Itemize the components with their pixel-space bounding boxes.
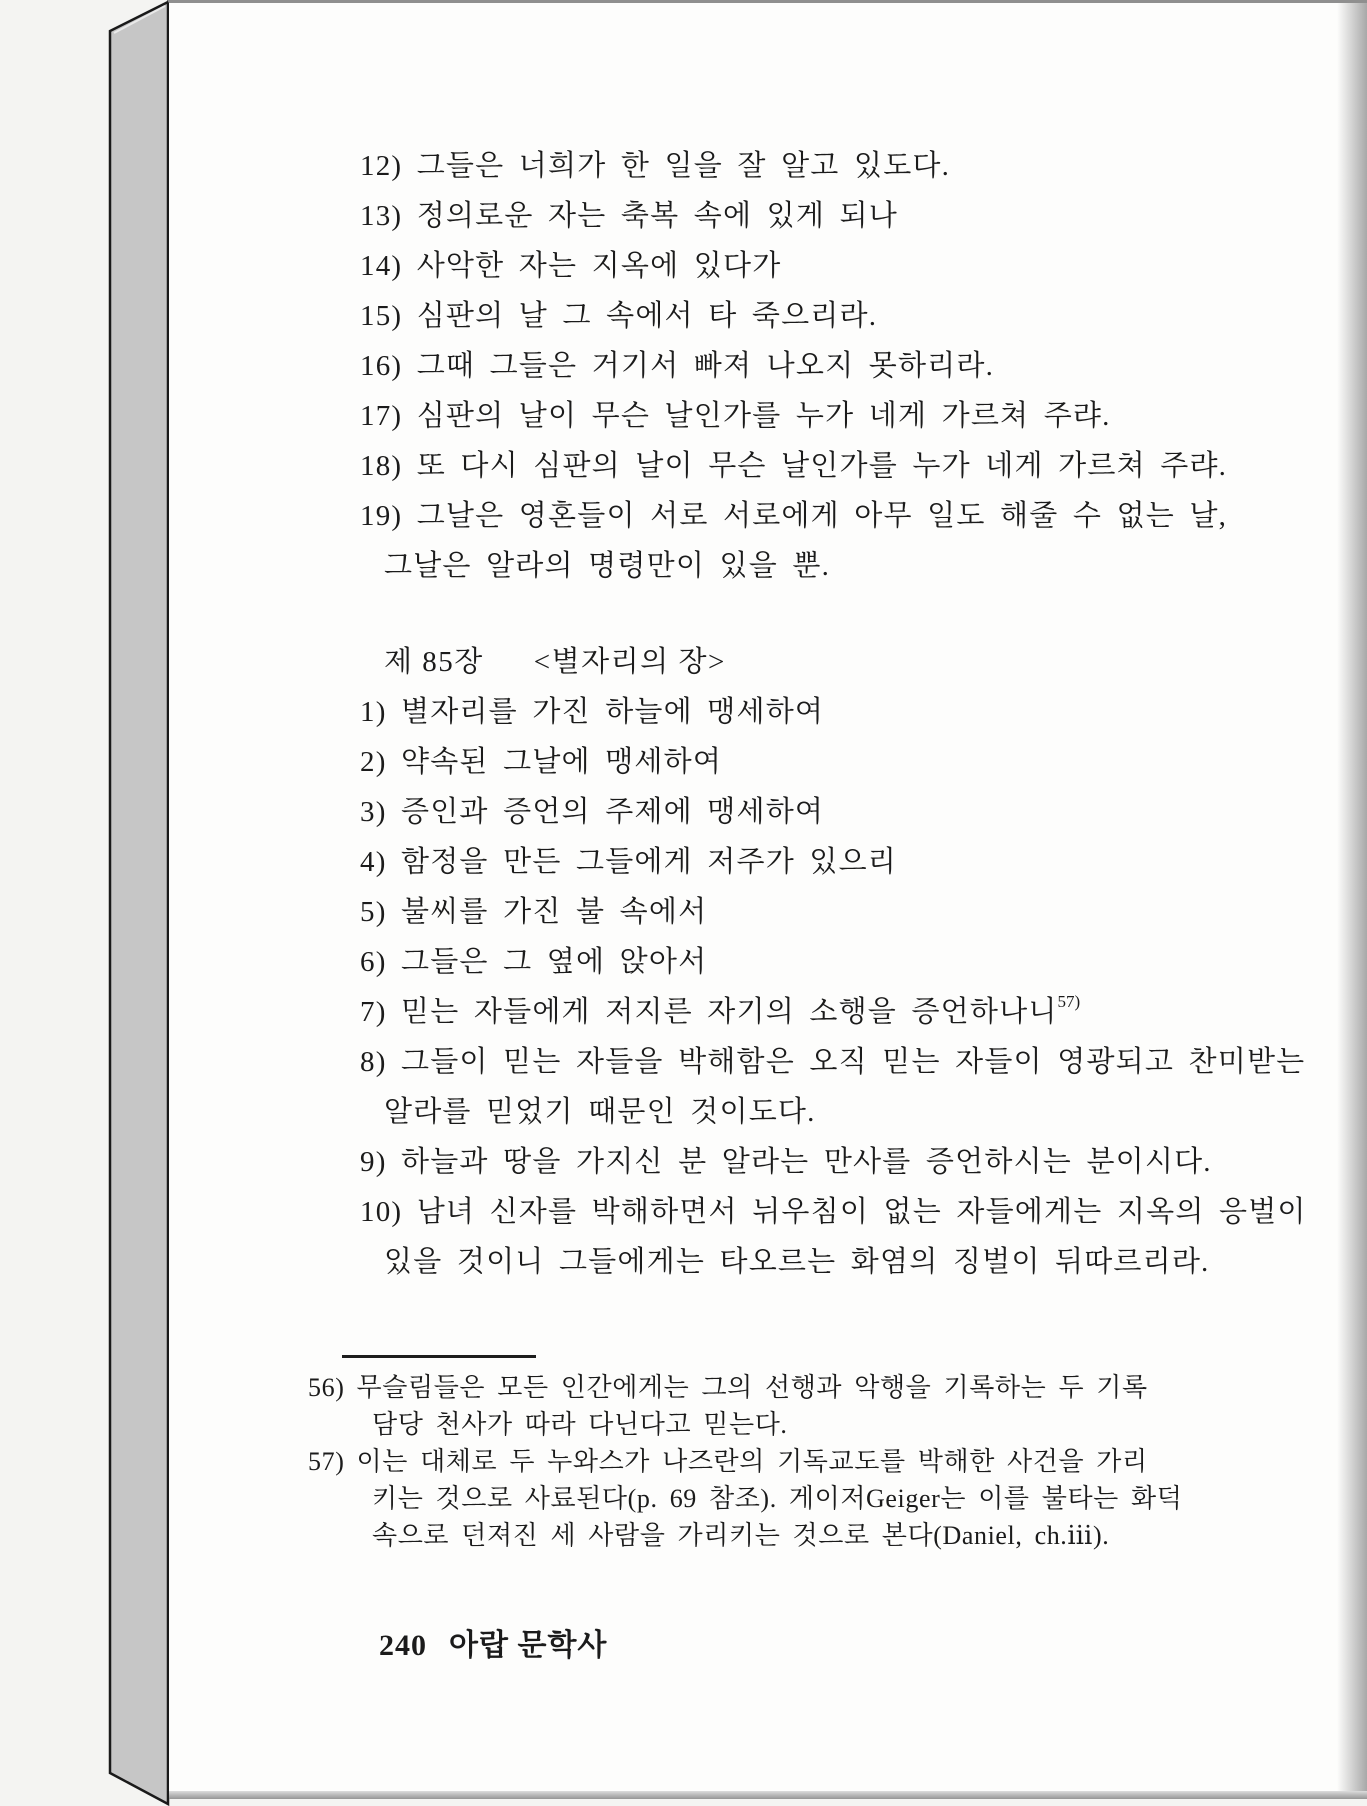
verse-line: 10) 남녀 신자를 박해하면서 뉘우침이 없는 자들에게는 지옥의 응벌이 [360,1196,1307,1228]
spine-edge-shape [110,2,168,1804]
footnote-line: 56) 무슬림들은 모든 인간에게는 그의 선행과 악행을 기록하는 두 기록 [308,1373,1148,1402]
verse-line: 2) 약속된 그날에 맹세하여 [360,746,723,778]
page-number: 240 [379,1629,427,1662]
verse-line: 16) 그때 그들은 거기서 빠져 나오지 못하리라. [360,350,995,382]
verse-line: 15) 심판의 날 그 속에서 타 죽으리라. [360,300,878,332]
page-right-edge-shadow [1337,3,1367,1799]
verse-line: 8) 그들이 믿는 자들을 박해함은 오직 믿는 자들이 영광되고 찬미받는 [360,1046,1306,1078]
verse-line: 17) 심판의 날이 무슨 날인가를 누가 네게 가르쳐 주랴. [360,400,1111,432]
page-surface [167,0,1367,1799]
verse-line: 4) 함정을 만든 그들에게 저주가 있으리 [360,846,898,878]
verse-line-continuation: 알라를 믿었기 때문인 것이도다. [384,1096,816,1128]
chapter-84-verses [360,141,1227,591]
verse-line: 19) 그날은 영혼들이 서로 서로에게 아무 일도 해줄 수 없는 날, [360,500,1228,532]
verse-line: 12) 그들은 너희가 한 일을 잘 알고 있도다. [360,150,951,182]
chapter-title: <별자리의 장> [533,646,726,678]
verse-line: 6) 그들은 그 옆에 앉아서 [360,946,708,978]
verse-line: 9) 하늘과 땅을 가지신 분 알라는 만사를 증언하시는 분이시다. [360,1146,1212,1178]
page-footer [379,1628,607,1664]
verse-line-continuation: 있을 것이니 그들에게는 타오르는 화염의 징벌이 뒤따르리라. [384,1246,1210,1278]
verse-line: 13) 정의로운 자는 축복 속에 있게 되나 [360,200,898,232]
footnote-line-continuation: 속으로 던져진 세 사람을 가리키는 것으로 본다(Daniel, ch.ⅲ). [372,1521,1110,1550]
verse-line: 3) 증인과 증언의 주제에 맹세하여 [360,796,825,828]
verse-line-continuation: 그날은 알라의 명령만이 있을 뿐. [384,550,831,582]
chapter-85-heading [384,637,726,687]
verse-text: 7) 믿는 자들에게 저지른 자기의 소행을 증언하나니 [360,996,1058,1028]
chapter-85-verses [360,687,1307,1287]
verse-line: 18) 또 다시 심판의 날이 무슨 날인가를 누가 네게 가르쳐 주랴. [360,450,1228,482]
footnote-line-continuation: 담당 천사가 따라 다닌다고 믿는다. [372,1410,788,1439]
footnotes [308,1369,1182,1554]
footnote-divider-rule [342,1355,536,1358]
footnote-line: 57) 이는 대체로 두 누와스가 나즈란의 기독교도를 박해한 사건을 가리 [308,1447,1148,1476]
footnote-line-continuation: 키는 것으로 사료된다(p. 69 참조). 게이저Geiger는 이를 불타는 화덕 [372,1484,1183,1513]
chapter-number: 제 85장 [384,646,484,678]
verse-line: 14) 사악한 자는 지옥에 있다가 [360,250,782,282]
book-title: 아랍 문학사 [449,1629,608,1662]
page-bottom-edge-shadow [169,1791,1367,1799]
verse-line-with-footnote [360,987,1307,1037]
footnote-ref-57: 57) [1057,992,1081,1011]
verse-line: 1) 별자리를 가진 하늘에 맹세하여 [360,696,825,728]
verse-line: 5) 불씨를 가진 불 속에서 [360,896,708,928]
